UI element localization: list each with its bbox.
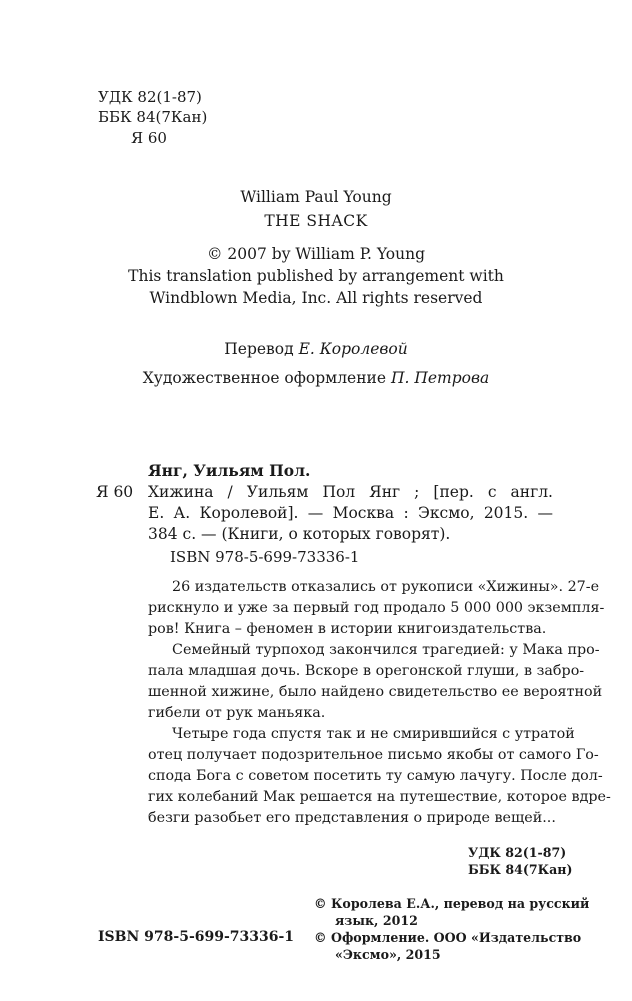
author-mark: Я 60 <box>131 129 167 147</box>
annotation-line: ров! Книга – феномен в истории книгоиздательства. <box>148 621 547 637</box>
bbk-code: ББК 84(7Кан) <box>98 108 208 126</box>
original-author: William Paul Young <box>240 188 392 206</box>
designer-name: П. Петрова <box>391 369 490 387</box>
annotation-line: шенной хижине, было найдено свидетельство ее вероятной <box>148 684 603 700</box>
footer-copyright-line: «Эксмо», 2015 <box>335 947 441 962</box>
footer-copyright-line: © Королева Е.А., перевод на русский <box>314 896 590 911</box>
bibliographic-isbn: ISBN 978-5-699-73336-1 <box>170 548 360 566</box>
design-label: Художественное оформление <box>142 369 387 387</box>
annotation-line: 26 издательств отказались от рукописи «Хижины». 27-е <box>172 579 600 595</box>
annotation-line: отец получает подозрительное письмо якобы от самого Го- <box>148 747 599 763</box>
translation-label: Перевод <box>224 340 294 358</box>
design-credit <box>0 369 632 387</box>
annotation-line: гибели от рук маньяка. <box>148 705 326 721</box>
translation-credit <box>0 340 632 358</box>
annotation-line: гих колебаний Мак решается на путешествие, которое вдре- <box>148 789 611 805</box>
footer-udk-code: УДК 82(1-87) <box>468 845 567 860</box>
original-copyright-line: Windblown Media, Inc. All rights reserved <box>149 289 483 307</box>
footer-copyright-line: язык, 2012 <box>335 913 418 928</box>
annotation-line: пала младшая дочь. Вскоре в орегонской глуши, в забро- <box>148 663 585 679</box>
udk-code: УДК 82(1-87) <box>98 88 202 106</box>
original-copyright-line: © 2007 by William P. Young <box>206 245 425 263</box>
bibliographic-line: 384 с. — (Книги, о которых говорят). <box>148 525 451 543</box>
annotation-line: Четыре года спустя так и не смирившийся с утратой <box>172 726 575 742</box>
original-copyright-line: This translation published by arrangement with <box>128 267 504 285</box>
bibliographic-heading: Янг, Уильям Пол. <box>148 461 311 480</box>
footer-isbn: ISBN 978-5-699-73336-1 <box>98 929 295 945</box>
bibliographic-line: Е. А. Королевой]. — Москва : Эксмо, 2015. — <box>148 504 553 522</box>
bibliographic-author-mark: Я 60 <box>96 483 134 501</box>
annotation-line: рискнуло и уже за первый год продало 5 000 000 экземпля- <box>148 600 605 616</box>
footer-copyright-line: © Оформление. ООО «Издательство <box>314 930 582 945</box>
bibliographic-line: Хижина / Уильям Пол Янг ; [пер. с англ. <box>148 483 553 501</box>
footer-bbk-code: ББК 84(7Кан) <box>468 862 573 877</box>
annotation-line: безги разобьет его представления о природе вещей... <box>148 810 556 826</box>
translator-name: Е. Королевой <box>298 340 408 358</box>
original-title: THE SHACK <box>264 212 368 230</box>
annotation-line: Семейный турпоход закончился трагедией: у Мака про- <box>172 642 600 658</box>
annotation-line: спода Бога с советом посетить ту самую лачугу. После дол- <box>148 768 603 784</box>
